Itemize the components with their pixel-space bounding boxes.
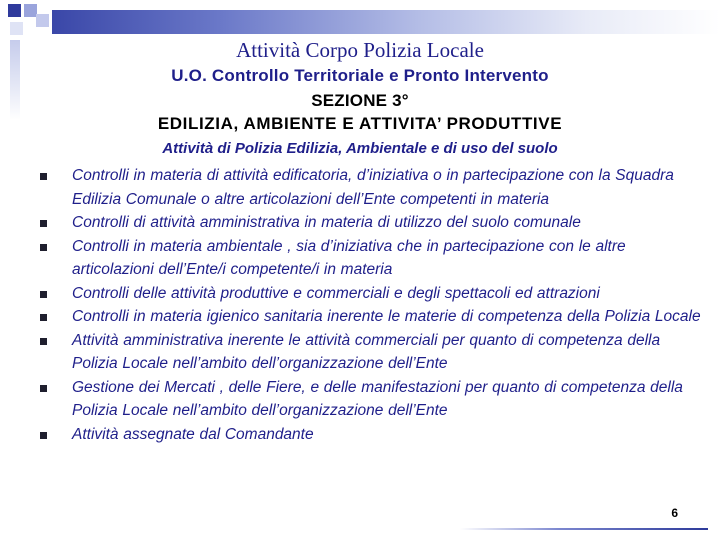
list-item-text: Attività assegnate dal Comandante — [72, 425, 314, 443]
slide-title: Attività Corpo Polizia Locale — [236, 38, 484, 62]
square-bullet-icon — [40, 291, 47, 298]
list-item — [38, 305, 708, 329]
square-bullet-icon — [40, 220, 47, 227]
corner-square-dark — [8, 4, 21, 17]
footer-gradient-line — [460, 528, 708, 530]
list-item-text: Controlli in materia igienico sanitaria inerente le materie di competenza della Polizia Locale — [72, 308, 701, 325]
list-item-text: Controlli in materia di attività edificatoria, d’iniziativa o in partecipazione con la Squadra Edilizia Comunale o altre articolazioni dell’Ente competenti in materia — [72, 167, 674, 208]
list-item-text: Attività amministrativa inerente le attività commerciali per quanto di competenza della Polizia Locale nell’ambito dell’organizzazione dell’Ente — [72, 331, 661, 372]
header-gradient-bar — [52, 10, 720, 34]
list-item — [38, 164, 708, 211]
corner-square-mid — [36, 14, 49, 27]
square-bullet-icon — [40, 432, 47, 439]
square-bullet-icon — [40, 385, 47, 392]
square-bullet-icon — [40, 173, 47, 180]
section-name: EDILIZIA, AMBIENTE E ATTIVITA’ PRODUTTIVE — [157, 114, 563, 133]
page-number: 6 — [671, 506, 678, 520]
list-item — [38, 329, 708, 376]
activity-list — [38, 164, 708, 446]
list-item — [38, 423, 708, 447]
corner-square-pale — [10, 22, 23, 35]
square-bullet-icon — [40, 314, 47, 321]
list-item — [38, 376, 708, 423]
list-item-text: Gestione dei Mercati , delle Fiere, e delle manifestazioni per quanto di competenza della Polizia Locale nell’ambito dell’organizzazione dell’Ente — [72, 378, 683, 419]
list-item — [38, 235, 708, 282]
list-item — [38, 211, 708, 235]
section-heading: Attività di Polizia Edilizia, Ambientale e di uso del suolo — [162, 140, 558, 157]
unit-subtitle: U.O. Controllo Territoriale e Pronto Intervento — [171, 66, 549, 85]
list-item-text: Controlli delle attività produttive e commerciali e degli spettacoli ed attrazioni — [72, 284, 600, 302]
square-bullet-icon — [40, 338, 47, 345]
section-label: SEZIONE 3° — [311, 91, 409, 110]
list-item-text: Controlli di attività amministrativa in materia di utilizzo del suolo comunale — [72, 214, 581, 231]
list-item — [38, 282, 708, 306]
list-item-text: Controlli in materia ambientale , sia d’iniziativa che in partecipazione con le altre articolazioni dell’Ente/i competente/i in materia — [72, 237, 626, 278]
square-bullet-icon — [40, 244, 47, 251]
